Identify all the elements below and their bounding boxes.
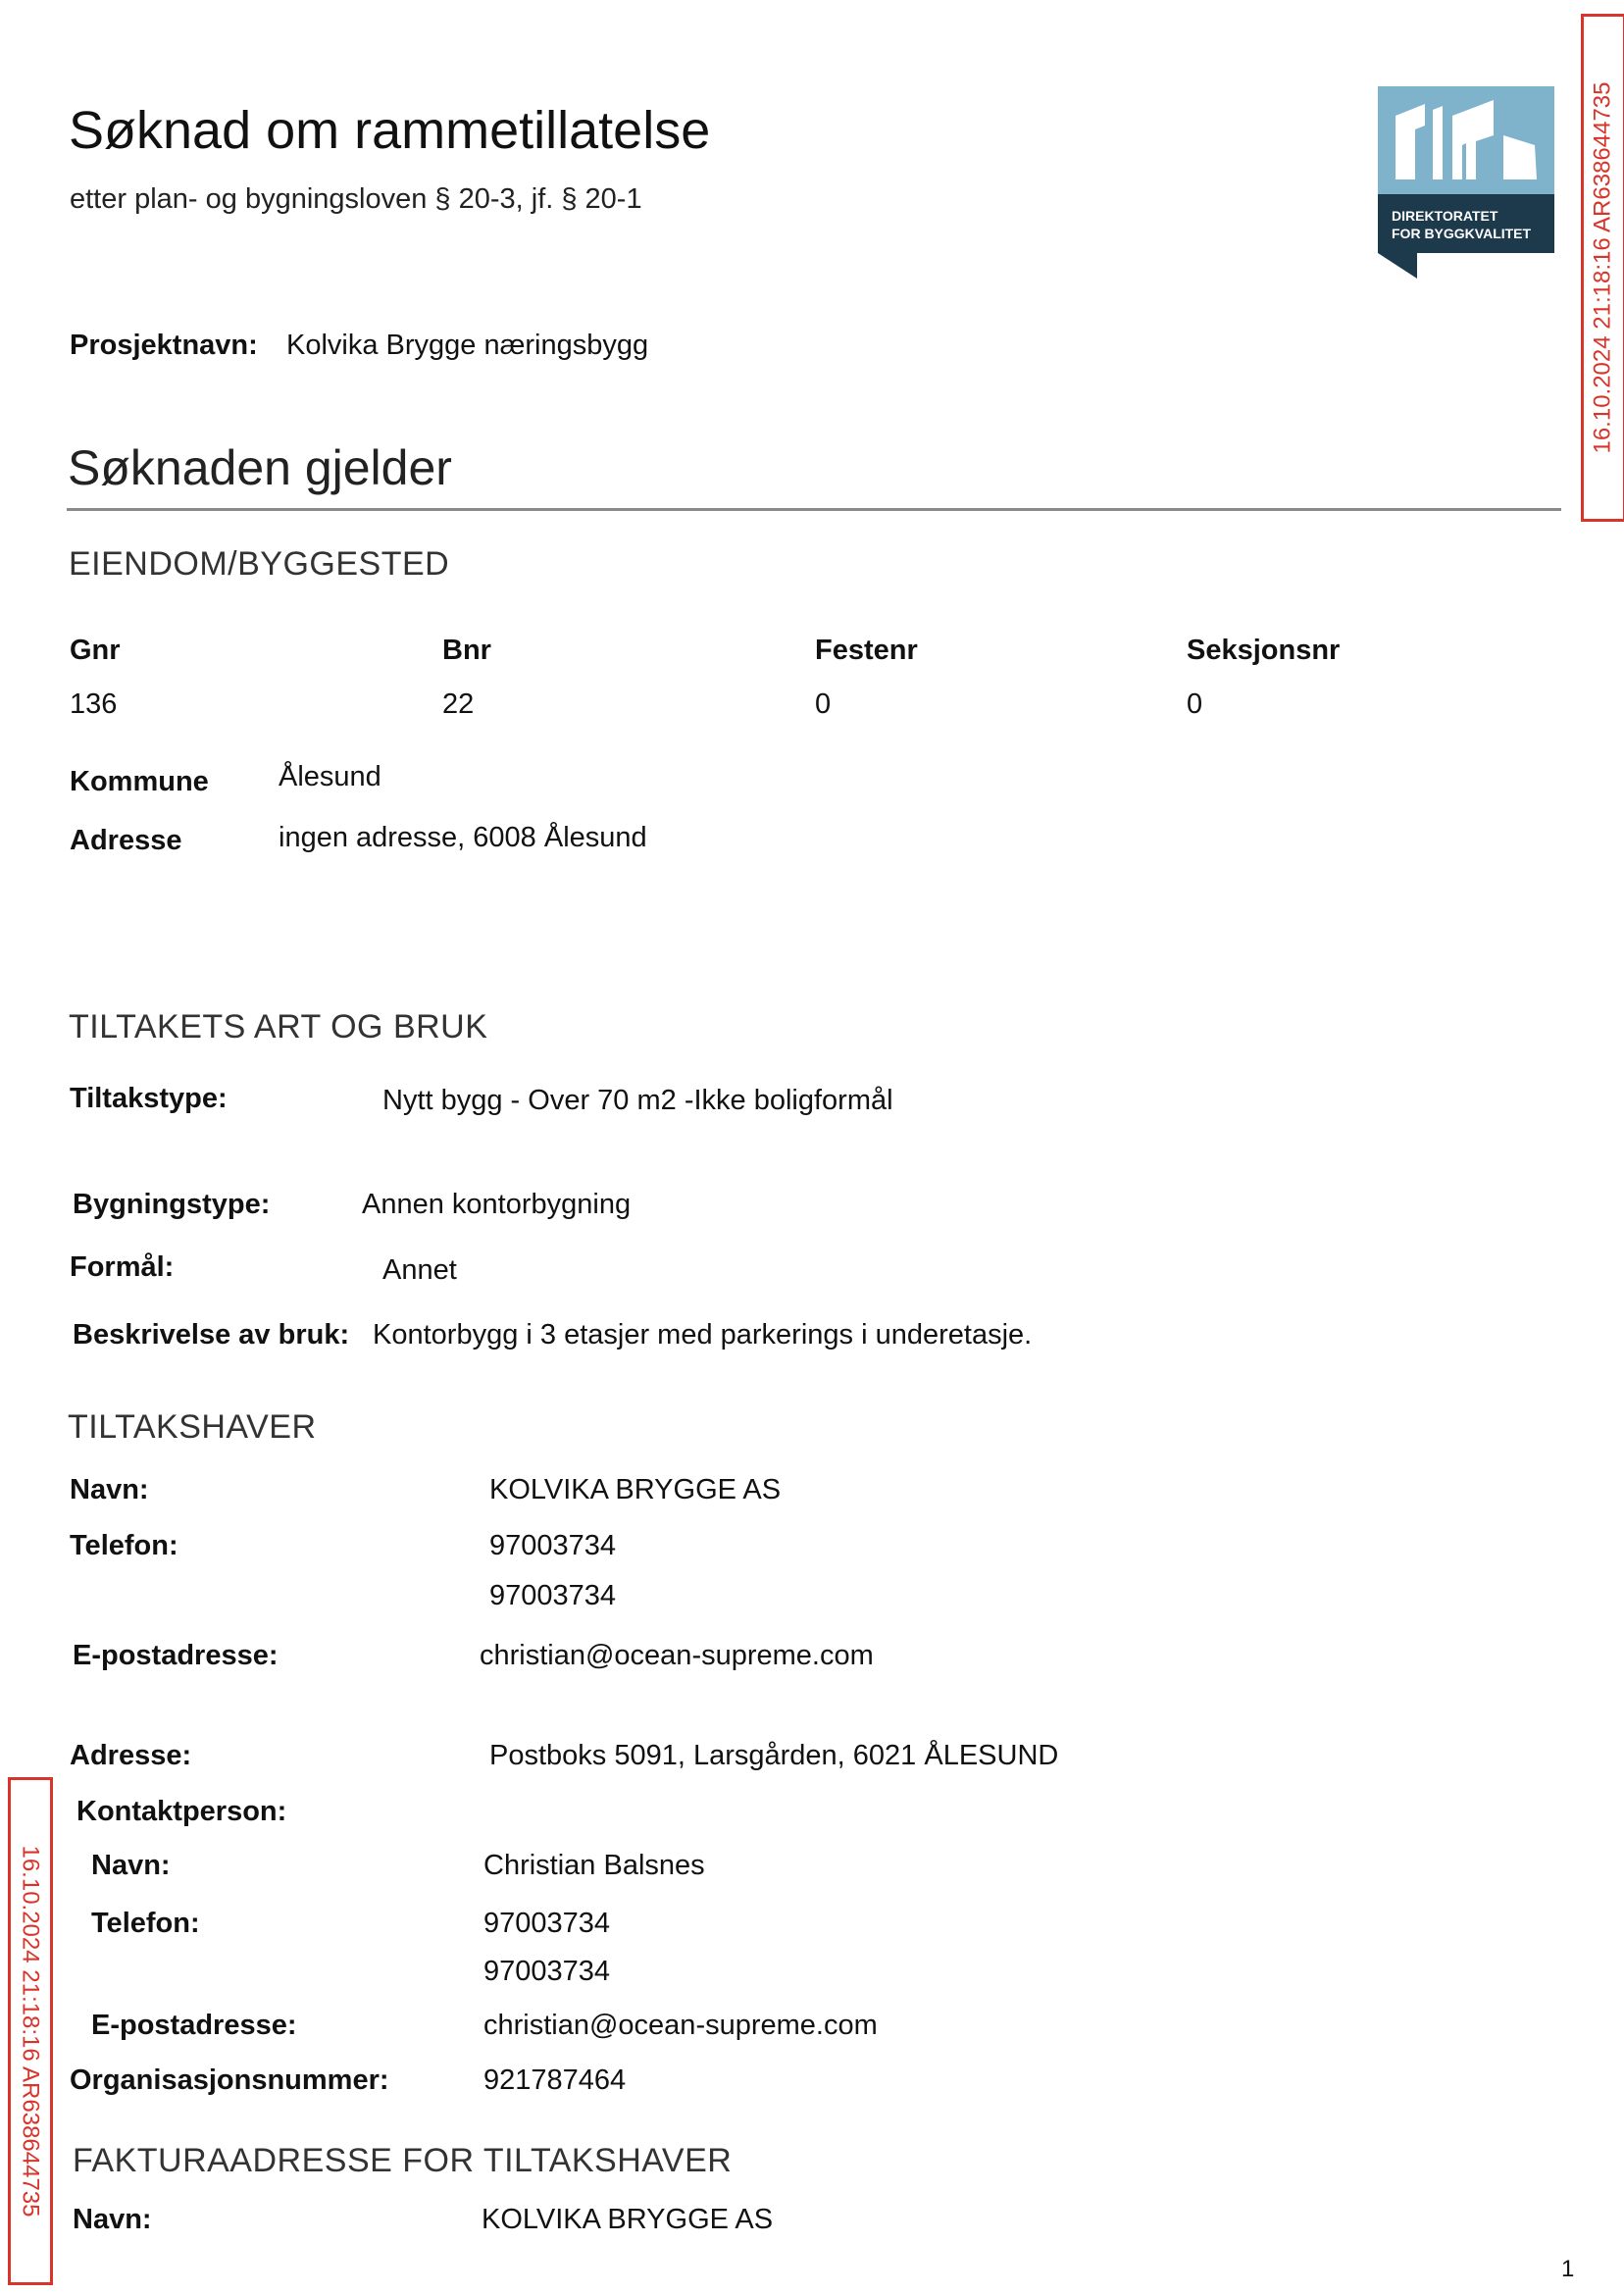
tiltakshaver-adresse-value: Postboks 5091, Larsgården, 6021 ÅLESUND: [489, 1740, 1059, 1771]
formal-value: Annet: [382, 1254, 457, 1286]
tiltakshaver-telefon1-value: 97003734: [489, 1530, 617, 1561]
kontakt-navn-label: Navn:: [91, 1850, 171, 1881]
tiltakshaver-navn-label: Navn:: [70, 1474, 149, 1505]
timestamp-stamp-left: [8, 1777, 53, 2285]
faktura-navn-value: KOLVIKA BRYGGE AS: [482, 2204, 774, 2235]
tiltakshaver-adresse-label: Adresse:: [70, 1740, 192, 1771]
tiltakshaver-epost-label: E-postadresse:: [73, 1640, 279, 1671]
festenr-value: 0: [815, 688, 832, 720]
kommune-value: Ålesund: [279, 761, 381, 792]
page-number: 1: [1561, 2256, 1575, 2282]
tiltakshaver-navn-value: KOLVIKA BRYGGE AS: [489, 1474, 782, 1505]
seksjonsnr-value: 0: [1187, 688, 1203, 720]
document-title: Søknad om rammetillatelse: [69, 101, 711, 160]
logo-line2: FOR BYGGKVALITET: [1392, 226, 1532, 241]
beskrivelse-value: Kontorbygg i 3 etasjer med parkerings i underetasje.: [373, 1319, 1033, 1351]
tiltakshaver-telefon-label: Telefon:: [70, 1530, 178, 1561]
seksjonsnr-label: Seksjonsnr: [1187, 635, 1341, 666]
gnr-value: 136: [70, 688, 118, 720]
bnr-value: 22: [442, 688, 475, 720]
kontaktperson-label: Kontaktperson:: [76, 1796, 287, 1827]
property-heading: EIENDOM/BYGGESTED: [69, 545, 450, 583]
bnr-label: Bnr: [442, 635, 491, 666]
gnr-label: Gnr: [70, 635, 121, 666]
festenr-label: Festenr: [815, 635, 918, 666]
project-name: Kolvika Brygge næringsbygg: [286, 330, 649, 361]
tiltakstype-value: Nytt bygg - Over 70 m2 -Ikke boligformål: [382, 1085, 893, 1116]
bygningstype-value: Annen kontorbygning: [362, 1189, 632, 1220]
section-title: Søknaden gjelder: [68, 440, 452, 495]
dibk-logo: [1378, 86, 1554, 279]
beskrivelse-label: Beskrivelse av bruk:: [73, 1319, 350, 1351]
orgnr-value: 921787464: [483, 2065, 627, 2096]
orgnr-label: Organisasjonsnummer:: [70, 2065, 389, 2096]
adresse-label: Adresse: [70, 825, 182, 856]
kontakt-telefon-label: Telefon:: [91, 1908, 200, 1939]
bygningstype-label: Bygningstype:: [73, 1189, 271, 1220]
kontakt-navn-value: Christian Balsnes: [483, 1850, 705, 1881]
document-subtitle: etter plan- og bygningsloven § 20-3, jf. § 20-1: [70, 183, 642, 215]
kontakt-telefon1-value: 97003734: [483, 1908, 611, 1939]
tiltakstype-label: Tiltakstype:: [70, 1083, 228, 1114]
dibk-logo-icon: [1378, 86, 1554, 279]
faktura-heading: FAKTURAADRESSE FOR TILTAKSHAVER: [73, 2142, 733, 2179]
kontakt-epost-value: christian@ocean-supreme.com: [483, 2010, 878, 2041]
tiltakshaver-heading: TILTAKSHAVER: [68, 1408, 317, 1446]
adresse-value: ingen adresse, 6008 Ålesund: [279, 822, 647, 853]
logo-line1: DIREKTORATET: [1392, 208, 1498, 224]
timestamp-stamp-right: [1581, 14, 1624, 522]
formal-label: Formål:: [70, 1251, 175, 1283]
kommune-label: Kommune: [70, 766, 209, 797]
project-label: Prosjektnavn:: [70, 330, 258, 361]
faktura-navn-label: Navn:: [73, 2204, 152, 2235]
tiltak-heading: TILTAKETS ART OG BRUK: [69, 1008, 488, 1045]
kontakt-telefon2-value: 97003734: [483, 1956, 611, 1987]
stamp-text: 16.10.2024 21:18:16 AR638644735: [1590, 81, 1616, 454]
tiltakshaver-epost-value: christian@ocean-supreme.com: [480, 1640, 874, 1671]
section-divider: [67, 508, 1561, 511]
stamp-text: 16.10.2024 21:18:16 AR638644735: [18, 1845, 44, 2218]
kontakt-epost-label: E-postadresse:: [91, 2010, 297, 2041]
tiltakshaver-telefon2-value: 97003734: [489, 1580, 617, 1611]
